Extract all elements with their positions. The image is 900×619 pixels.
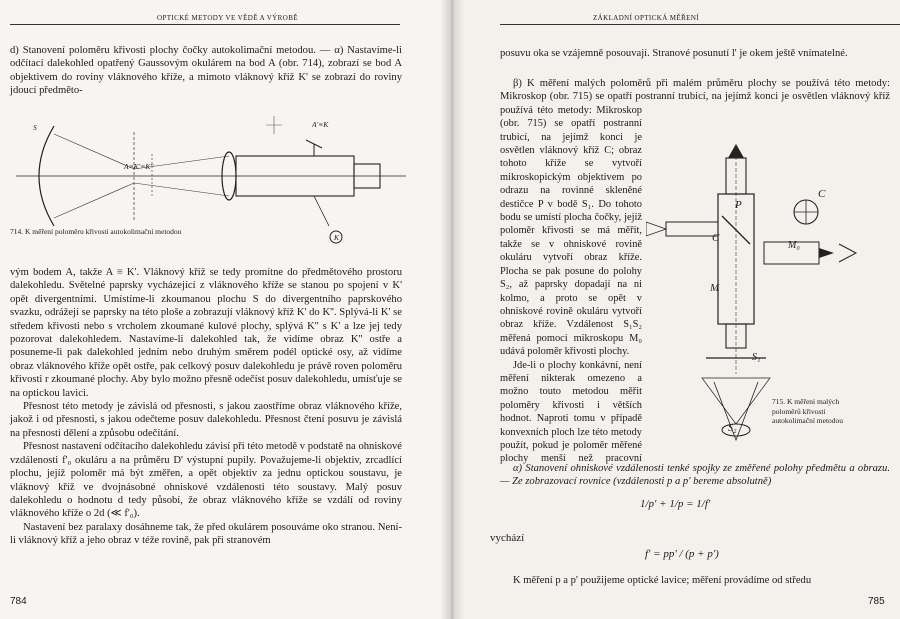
vychazi-word: vychází xyxy=(490,532,525,544)
formula-focal-length: f' = pp' / (p + p') xyxy=(645,548,719,560)
left-page-number: 784 xyxy=(10,596,27,607)
left-para-2: Přesnost této metody je závislá od přesnosti, s jakou zaostříme obraz vláknového kříže, jakož i od přesnosti, s jakou odečteme posuv dalekohledu. Přesnost čtení posuvu je závislá na přesnosti dělení a způsobu odečítání. xyxy=(10,401,402,439)
right-beta-head-text: β) K měření malých poloměrů při malém průměru plochy se používá této metody: Mikroskop (obr. 715) se opatří postranní trubicí, na jejímž konci je osvětlen vláknový kříž xyxy=(500,78,890,103)
formula-lens-equation: 1/p' + 1/p = 1/f' xyxy=(640,498,711,510)
label-a-top: A'≡K xyxy=(312,120,329,129)
left-top-paragraph xyxy=(10,44,402,98)
label-c-cross: C xyxy=(818,188,826,200)
plate-p xyxy=(722,216,750,244)
side-tube xyxy=(666,222,718,236)
left-running-head: OPTICKÉ METODY VE VĚDĚ A VÝROBĚ xyxy=(157,14,298,22)
ray-bottom xyxy=(54,183,229,218)
right-page-number: 785 xyxy=(868,596,885,607)
right-last-line-text: K měření p a p' použijeme optické lavice; měření provádíme od středu xyxy=(513,575,812,586)
left-top-text: d) Stanovení poloměru křivosti plochy čočky autokolimační metodou. — α) Nastavíme-li odčítací dalekohled opatřený Gaussovým okulárem na bod A (obr. 714), zobrazí se bod A objektivem do roviny vláknového kříže, a mimoto vláknový kříž K' se zobrazí do roviny jdoucí předměto- xyxy=(10,45,402,97)
label-m: M xyxy=(710,282,720,294)
left-header-rule xyxy=(10,24,400,25)
right-page xyxy=(450,0,900,619)
right-alpha-paragraph xyxy=(500,462,890,489)
figure-715-caption: 715. K měření malých poloměrů křivosti autokolimační metodou xyxy=(772,397,844,425)
left-para-3: Přesnost nastavení odčítacího dalekohledu závisí při této metodě v podstatě na ohniskové vzdálenosti f'₀ okuláru a na průměru D' výstupní pupily. Považujeme-li objektiv, zrcadlící plochu, jejíž poloměr má být změřen, a opět objektiv za jednu optickou soustavu, je vláknový kříž ve dvojnásobné ohniskové vzdálenosti této soustavy. Malý posuv dalekohledu o hodnotu d tedy působí, že obraz vláknového kříže se vzdálí od roviny vláknového kříže o 2d (≪ f'₀). xyxy=(10,441,402,520)
label-p: P xyxy=(735,199,742,211)
right-top-text: posuvu oka se vzájemně posouvají. Stranové posunutí l' je okem ještě vnímatelné. xyxy=(500,48,848,59)
right-convex-text: Jde-li o plochy konkávní, není měření nikterak omezeno a možno touto metodou měřit poloměry křivosti i větších hodnot. Naproti tomu v případě konvexních ploch lze této metody použít, pokud je poloměr měřené plochy menší než pracovní xyxy=(500,359,642,465)
label-k: K xyxy=(334,233,340,242)
left-body-text xyxy=(10,266,402,548)
label-m0: M₀ xyxy=(788,240,800,251)
right-beta-column xyxy=(500,104,642,466)
left-para-4: Nastavení bez paralaxy dosáhneme tak, že před okulárem posouváme oko stranou. Není-li vláknový kříž a jeho obraz v téže rovině, pak při stranovém xyxy=(10,521,402,547)
label-s: S xyxy=(33,123,37,132)
figure-714-caption: 714. K měření poloměru křivosti autokolimační metodou xyxy=(10,227,182,236)
right-top-paragraph xyxy=(500,47,890,60)
right-alpha-text: α) Stanovení ohniskové vzdálenosti tenké spojky ze změřené polohy předmětu a obrazu. — Ze zobrazovací rovnice (vzdálenosti p a p' bereme absolutně) xyxy=(500,463,890,488)
right-header-rule xyxy=(500,24,900,25)
right-running-head: ZÁKLADNÍ OPTICKÁ MĚŘENÍ xyxy=(593,14,700,22)
label-s1: S₁ xyxy=(752,352,761,363)
right-last-line xyxy=(500,574,890,587)
label-s2: S₂ xyxy=(728,423,737,434)
right-beta-head xyxy=(500,77,890,104)
figure-715 xyxy=(646,124,866,444)
book-gutter-shadow xyxy=(440,0,464,619)
label-c: C xyxy=(712,232,720,244)
label-a-k: A≡K'≡K'' xyxy=(124,162,154,171)
left-para-1: vým bodem A, takže A ≡ K'. Vláknový kříž se tedy promítne do předmětového prostoru dalekohledu. Světelné paprsky vycházející z vláknového kříže se stanou po spojení v K' opět divergentními. Umístíme-li zkoumanou plochu S do divergentního paprskového svazku, odrážejí se paprsky na této ploše a zobrazují vláknový kříž K' do K''. Splývá-li K' se středem křivosti nebo s vrcholem zkoumané kulové plochy, splývá K'' s K' a lze jej tedy pozorovat dalekohledem. Nastavíme-li dalekohled tak, že vidíme obraz K'' ostře a posuneme-li pak dalekohled jedním nebo druhým směrem podél optické osy, až vidíme obraz vláknového kříže opět ostře, pak celkový posuv dalekohledu je právě roven poloměru křivosti r zkoumané plochy. Aby bylo možno přesně odečíst posuv dalekohledu, umísťuje se na optickou lavici. xyxy=(10,267,402,399)
right-beta-text: používá této metody: Mikroskop (obr. 715) se opatří postranní trubicí, na jejímž konci je osvětlen vláknový kříž C; obraz tohoto kříže se vytvoří mikroskopickým objektivem po odrazu na rovinné skleněné destičce P v bodě S₁. Do tohoto bodu se umístí plocha čočky, jejíž poloměr křivosti se má měřit, takže se v ohniskové rovině okuláru vytvoří obraz kříže. Plocha se pak posune do polohy S₂, až paprsky dopadají na ni kolmo, a proto se opět v ohniskové rovině okuláru vytvoří obraz kříže. Vzdálenost S₁S₂ měřená pomocí mikroskopu M₀ udává poloměr křivosti plochy. xyxy=(500,104,642,358)
